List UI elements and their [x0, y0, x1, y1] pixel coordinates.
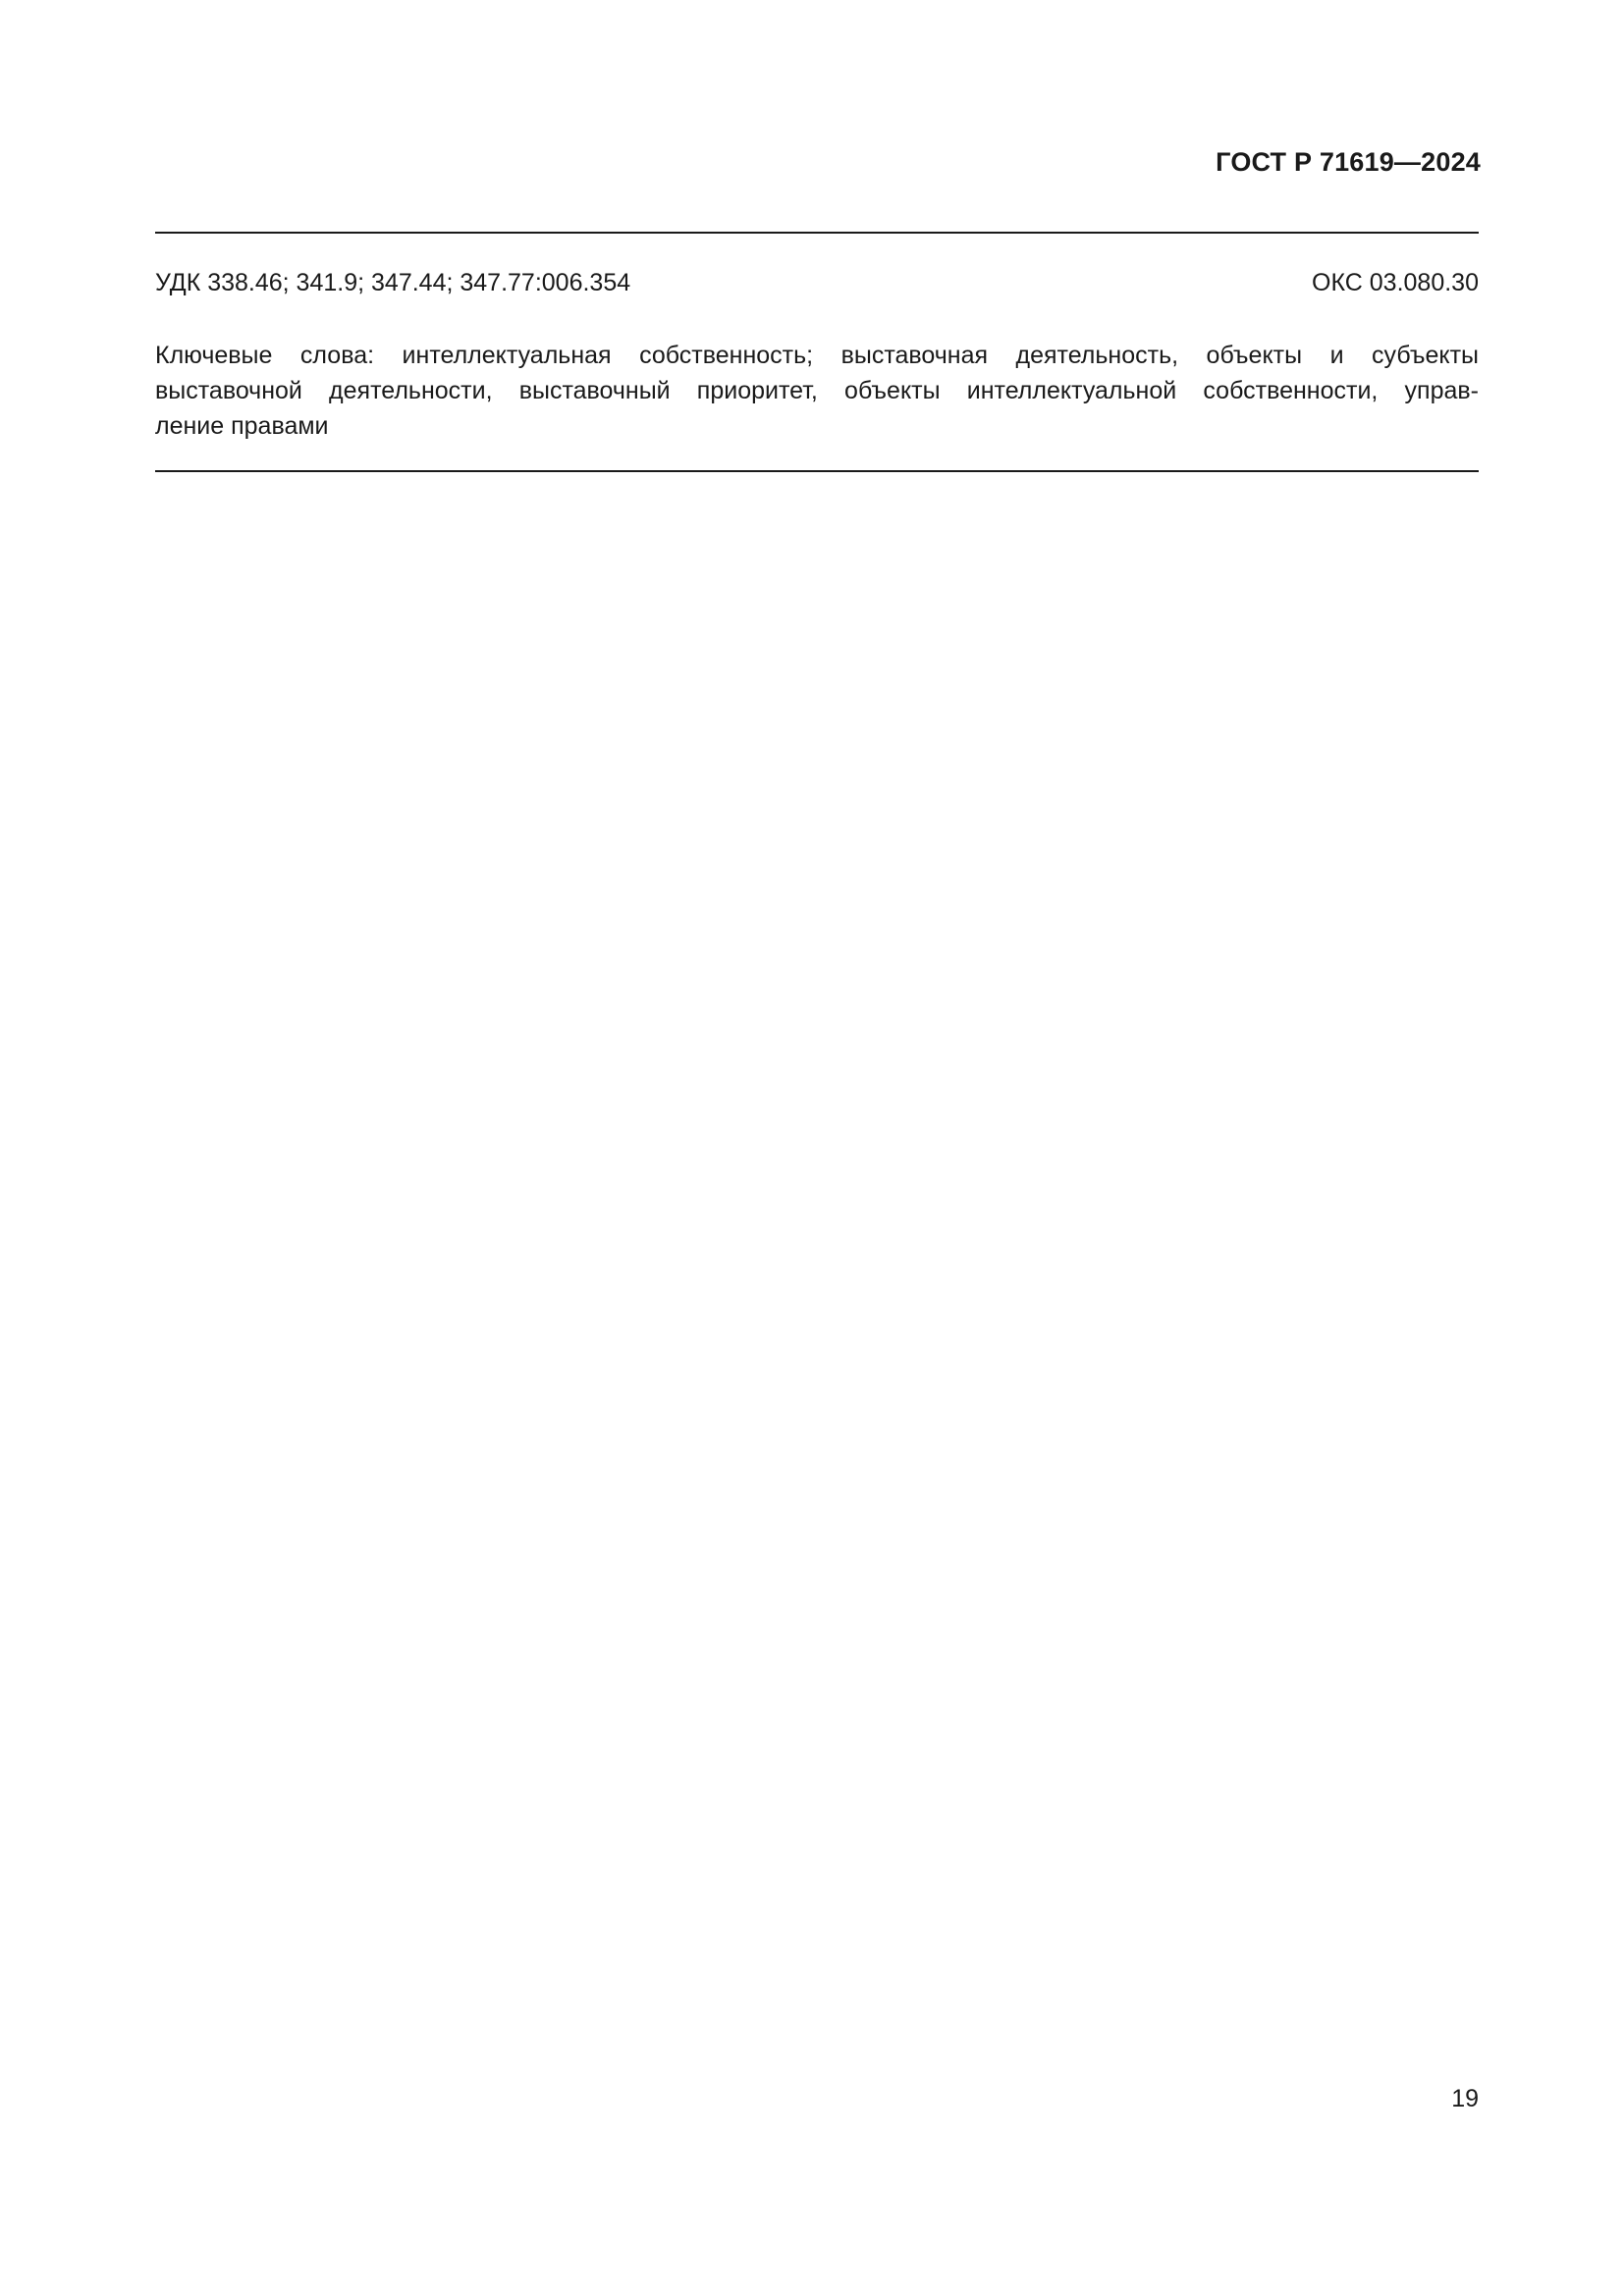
udk-code: УДК 338.46; 341.9; 347.44; 347.77:006.354 — [155, 269, 631, 296]
keywords-paragraph — [155, 338, 1479, 444]
keywords-line-2: выставочной деятельности, выставочный приоритет, объекты интеллектуальной собственности, управ- — [155, 377, 1479, 404]
keywords-line-1: Ключевые слова: интеллектуальная собственность; выставочная деятельность, объекты и субъекты — [155, 342, 1479, 369]
standard-designation: ГОСТ Р 71619—2024 — [1216, 147, 1481, 177]
bottom-divider — [155, 470, 1479, 472]
oks-code: ОКС 03.080.30 — [1312, 269, 1479, 296]
top-divider — [155, 232, 1479, 234]
keywords-line-3: ление правами — [155, 412, 329, 440]
page-number: 19 — [1451, 2085, 1479, 2112]
classifier-codes — [155, 265, 1479, 300]
